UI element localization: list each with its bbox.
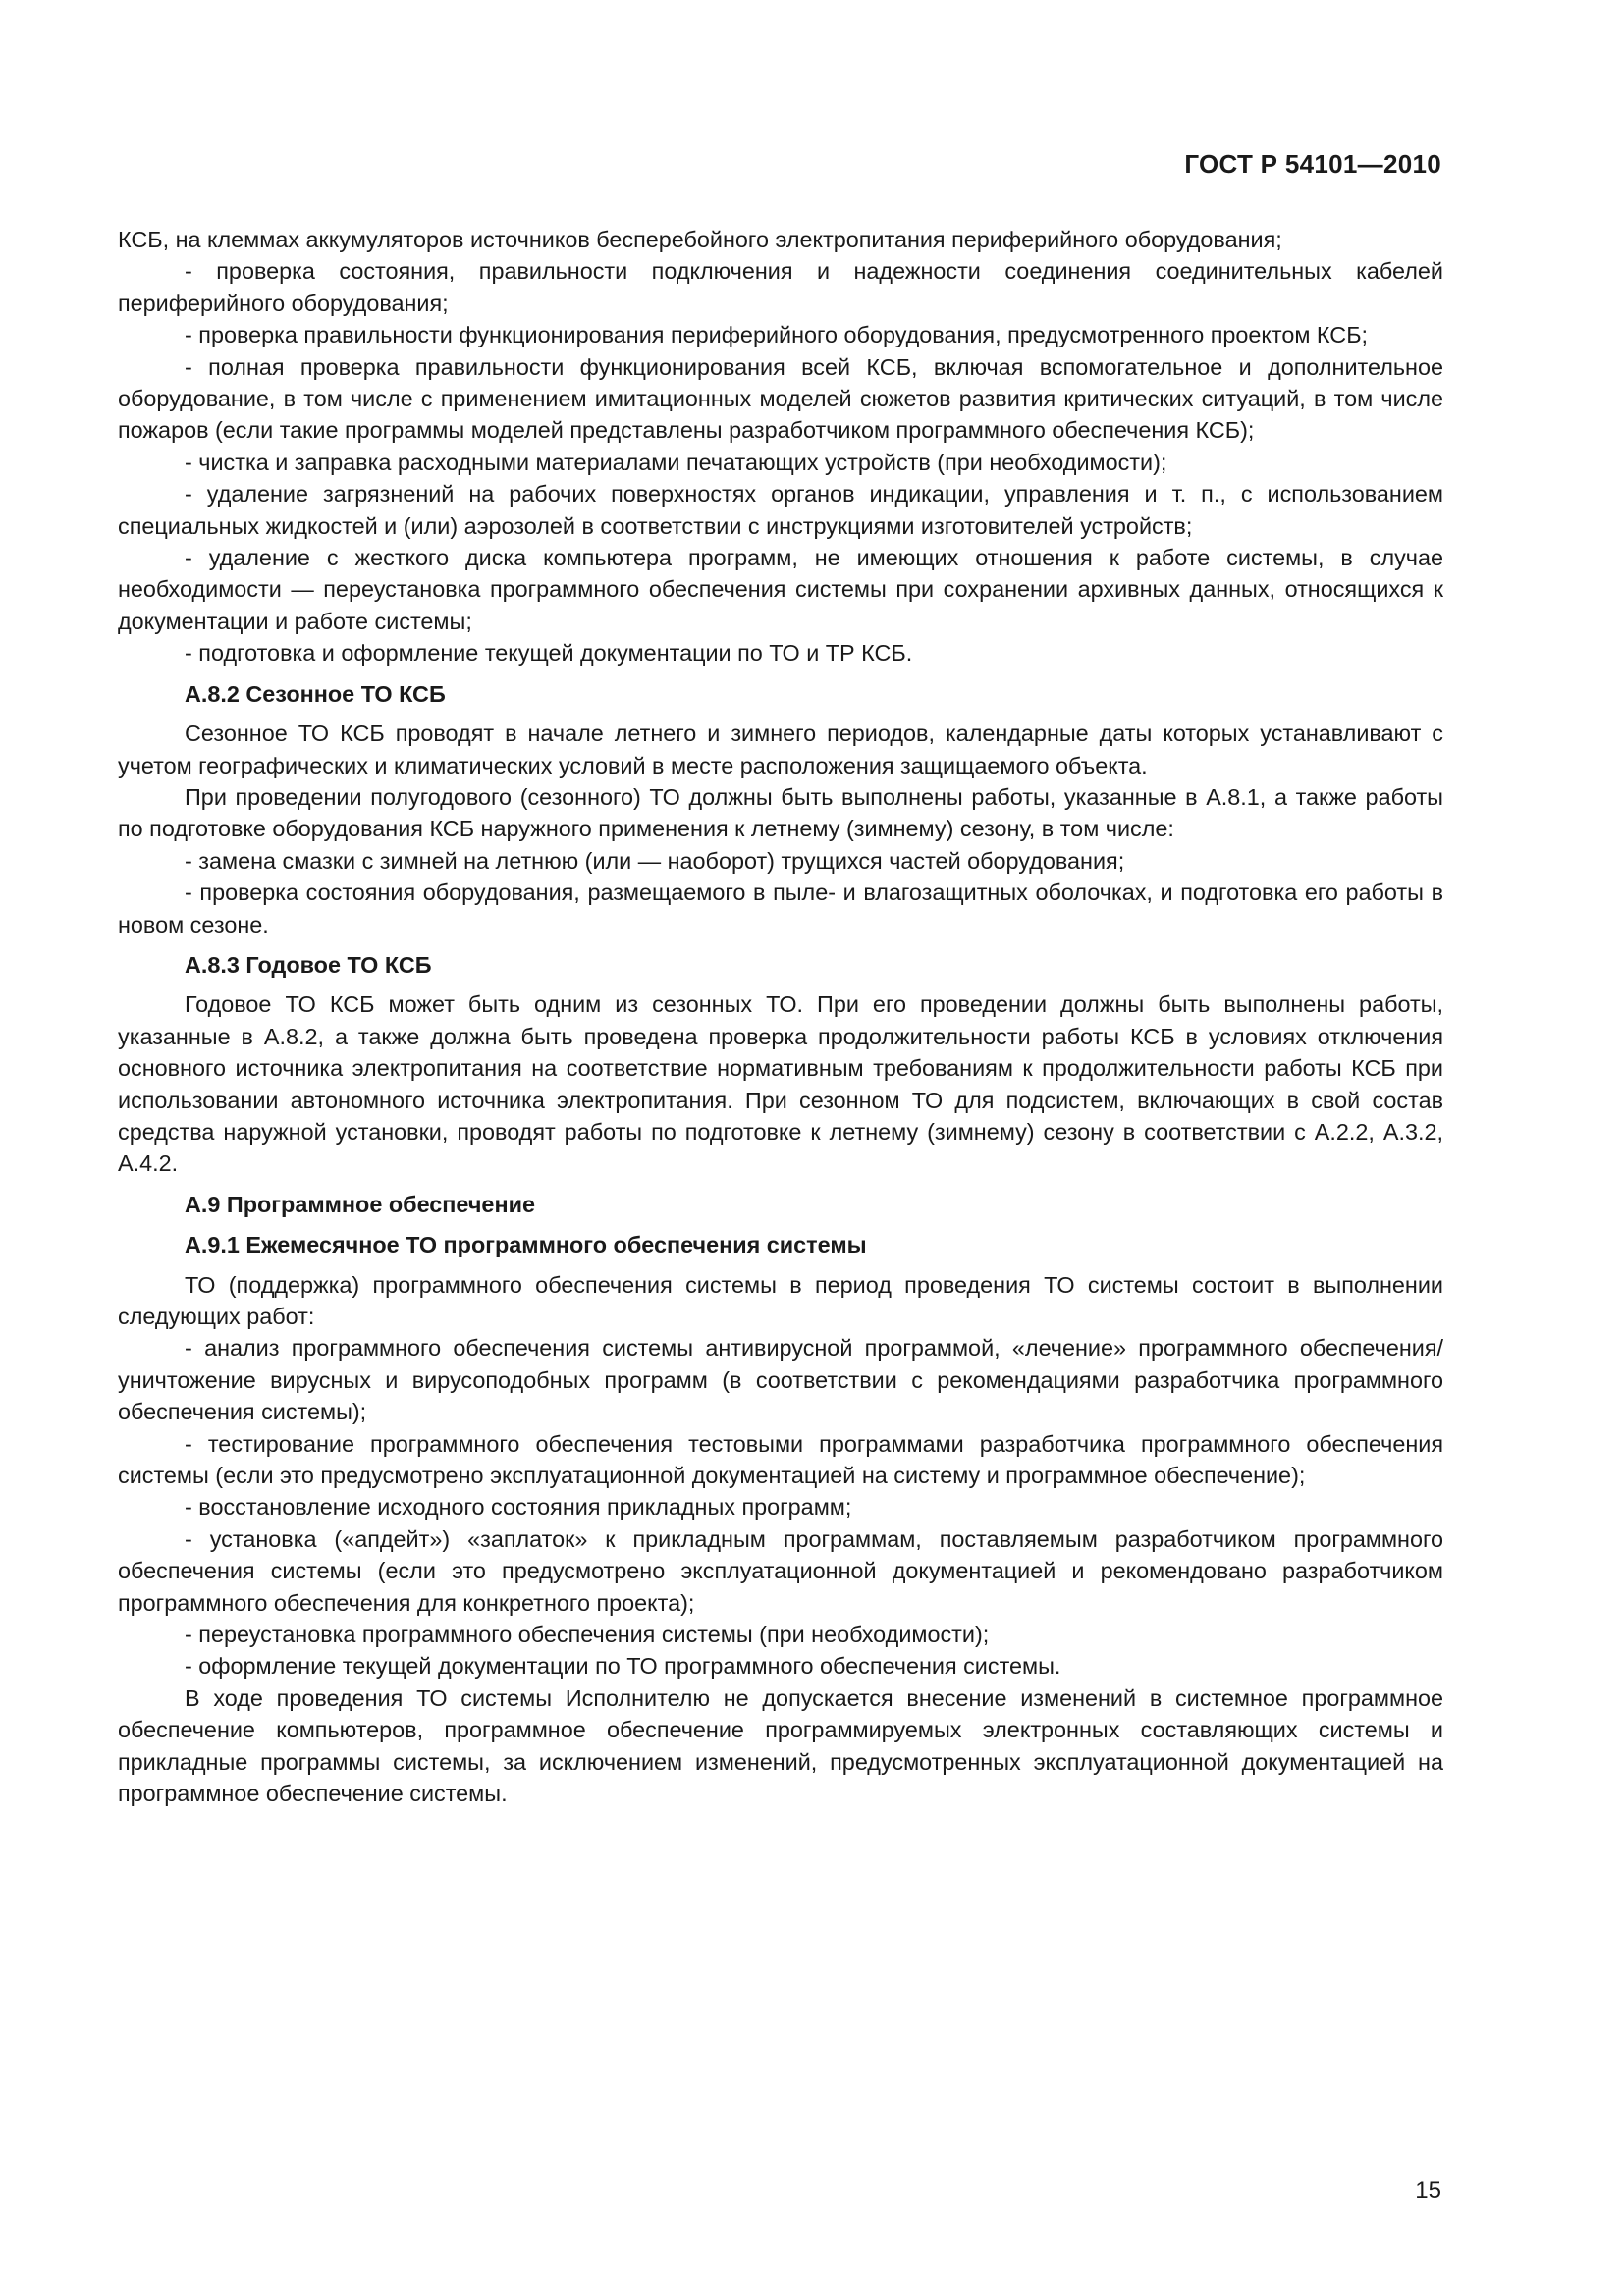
paragraph: Сезонное ТО КСБ проводят в начале летнего и зимнего периодов, календарные даты которых устанавливают с учетом географических и климатических условий в месте расположения защищаемого объекта. [118, 721, 1443, 778]
document-header: ГОСТ Р 54101—2010 [1184, 149, 1441, 179]
list-item: - подготовка и оформление текущей документации по ТО и ТР КСБ. [185, 640, 913, 667]
list-item: - чистка и заправка расходными материалами печатающих устройств (при необходимости); [185, 449, 1167, 475]
list-item: - тестирование программного обеспечения тестовыми программами разработчика программного обеспечения системы (если это предусмотрено эксплуатационной документацией на систему и программное обеспечение); [118, 1430, 1443, 1489]
list-item: - восстановление исходного состояния прикладных программ; [185, 1494, 852, 1521]
paragraph: КСБ, на клеммах аккумуляторов источников бесперебойного электропитания периферийного оборудования; [118, 227, 1282, 252]
section-heading-a-9: А.9 Программное обеспечение [185, 1191, 535, 1217]
document-body [118, 224, 1443, 1810]
list-item: - удаление загрязнений на рабочих поверхностях органов индикации, управления и т. п., с использованием специальных жидкостей и (или) аэрозолей в соответствии с инструкциями изготовителей устройств; [118, 481, 1443, 539]
list-item: - проверка правильности функционирования периферийного оборудования, предусмотренного проектом КСБ; [185, 322, 1369, 348]
paragraph: ТО (поддержка) программного обеспечения системы в период проведения ТО системы состоит в выполнении следующих работ: [118, 1271, 1443, 1329]
section-heading-a-8-2: А.8.2 Сезонное ТО КСБ [185, 680, 446, 707]
list-item: - проверка состояния, правильности подключения и надежности соединения соединительных кабелей периферийного оборудования; [118, 258, 1443, 316]
list-item: - полная проверка правильности функционирования всей КСБ, включая вспомогательное и дополнительное оборудование, в том числе с применением имитационных моделей сюжетов развития критических ситуаций, в том числе пожаров (если такие программы моделей представлены разработчиком программного обеспечения КСБ); [118, 353, 1443, 444]
paragraph: В ходе проведения ТО системы Исполнителю не допускается внесение изменений в системное программное обеспечение компьютеров, программное обеспечение программируемых электронных составляющих системы и прикладные программы системы, за исключением изменений, предусмотренных эксплуатационной документацией на программное обеспечение системы. [118, 1684, 1443, 1807]
list-item: - оформление текущей документации по ТО программного обеспечения системы. [185, 1653, 1061, 1680]
list-item: - установка («апдейт») «заплаток» к прикладным программам, поставляемым разработчиком программного обеспечения системы (если это предусмотрено эксплуатационной документацией и рекомендовано разработчиком программного обеспечения для конкретного проекта); [118, 1525, 1443, 1616]
list-item: - удаление с жесткого диска компьютера программ, не имеющих отношения к работе системы, в случае необходимости — переустановка программного обеспечения системы при сохранении архивных данных, относящихся к документации и работе системы; [118, 545, 1443, 634]
list-item: - замена смазки с зимней на летнюю (или — наоборот) трущихся частей оборудования; [185, 847, 1125, 874]
paragraph: При проведении полугодового (сезонного) ТО должны быть выполнены работы, указанные в А.8.1, а также работы по подготовке оборудования КСБ наружного применения к летнему (зимнему) сезону, в том числе: [118, 783, 1443, 842]
list-item: - анализ программного обеспечения системы антивирусной программой, «лечение» программного обеспечения/уничтожение вирусных и вирусоподобных программ (в соответствии с рекомендациями разработчика программного обеспечения системы); [118, 1335, 1443, 1425]
section-heading-a-9-1: А.9.1 Ежемесячное ТО программного обеспечения системы [185, 1232, 867, 1258]
list-item: - переустановка программного обеспечения системы (при необходимости); [185, 1622, 990, 1648]
page-number: 15 [1415, 2177, 1441, 2204]
section-heading-a-8-3: А.8.3 Годовое ТО КСБ [185, 951, 432, 978]
paragraph: Годовое ТО КСБ может быть одним из сезонных ТО. При его проведении должны быть выполнены работы, указанные в А.8.2, а также должна быть проведена проверка продолжительности работы КСБ в условиях отключения основного источника электропитания на соответствие нормативным требованиям к продолжительности работы КСБ при использовании автономного источника электропитания. При сезонном ТО для подсистем, включающих в свой состав средства наружной установки, проводят работы по подготовке к летнему (зимнему) сезону в соответствии с А.2.2, А.3.2, А.4.2. [118, 991, 1443, 1177]
list-item: - проверка состояния оборудования, размещаемого в пыле- и влагозащитных оболочках, и подготовка его работы в новом сезоне. [118, 880, 1443, 937]
